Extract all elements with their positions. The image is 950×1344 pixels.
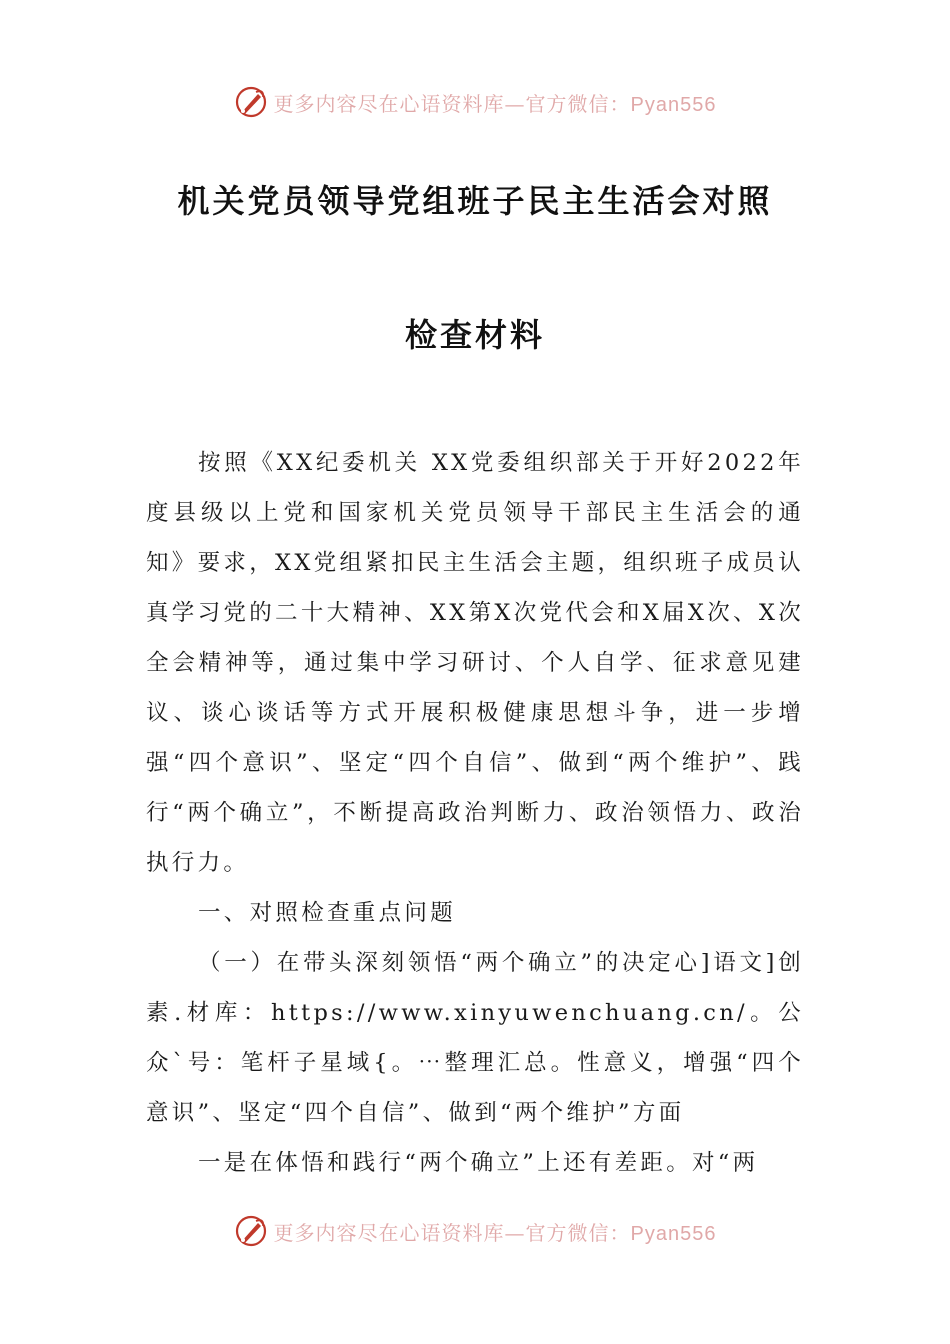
watermark-id: Pyan556 xyxy=(630,93,717,116)
watermark-id: Pyan556 xyxy=(630,1222,717,1245)
document-title-line-2: 检查材料 xyxy=(404,316,545,354)
watermark-text-cn: 更多内容尽在心语资料库—官方微信： xyxy=(273,1220,631,1245)
document-title-line-1: 机关党员领导党组班子民主生活会对照 xyxy=(177,182,773,220)
intro-paragraph: 按照《XX纪委机关 XX党委组织部关于开好2022年度县级以上党和国家机关党员领导干部民主生活会的通知》要求，XX党组紧扣民主生活会主题，组织班子成员认真学习党的二十大精神、XX第X次党代会和X届X次、X次全会精神等，通过集中学习研讨、个人自学、征求意见建议、谈心谈话等方式开展积极健康思想斗争，进一步增强“四个意识”、坚定“四个自信”、做到“两个维护”、践行“两个确立”，不断提高政治判断力、政治领悟力、政治执行力。 xyxy=(146,450,804,876)
watermark-banner-bottom xyxy=(0,1211,950,1251)
section-heading-1: 一、对照检查重点问题 xyxy=(198,900,457,926)
quill-pen-logo-icon xyxy=(234,1214,268,1248)
watermark-text-cn: 更多内容尽在心语资料库—官方微信： xyxy=(273,91,631,116)
quill-pen-logo-icon xyxy=(234,85,268,119)
subsection-heading-1: （一）在带头深刻领悟“两个确立”的决定心]语文]创素.材库：https://www.xinyuwenchuang.cn/。公众`号：笔杆子星域{。⋯整理汇总。性意义，增强“四个意识”、坚定“四个自信”、做到“两个维护”方面 xyxy=(146,950,804,1126)
watermark-text xyxy=(274,88,717,117)
document-body xyxy=(146,438,804,1188)
point-paragraph-1: 一是在体悟和践行“两个确立”上还有差距。对“两 xyxy=(198,1150,759,1176)
watermark-banner-top xyxy=(0,82,950,122)
watermark-text xyxy=(274,1217,717,1246)
